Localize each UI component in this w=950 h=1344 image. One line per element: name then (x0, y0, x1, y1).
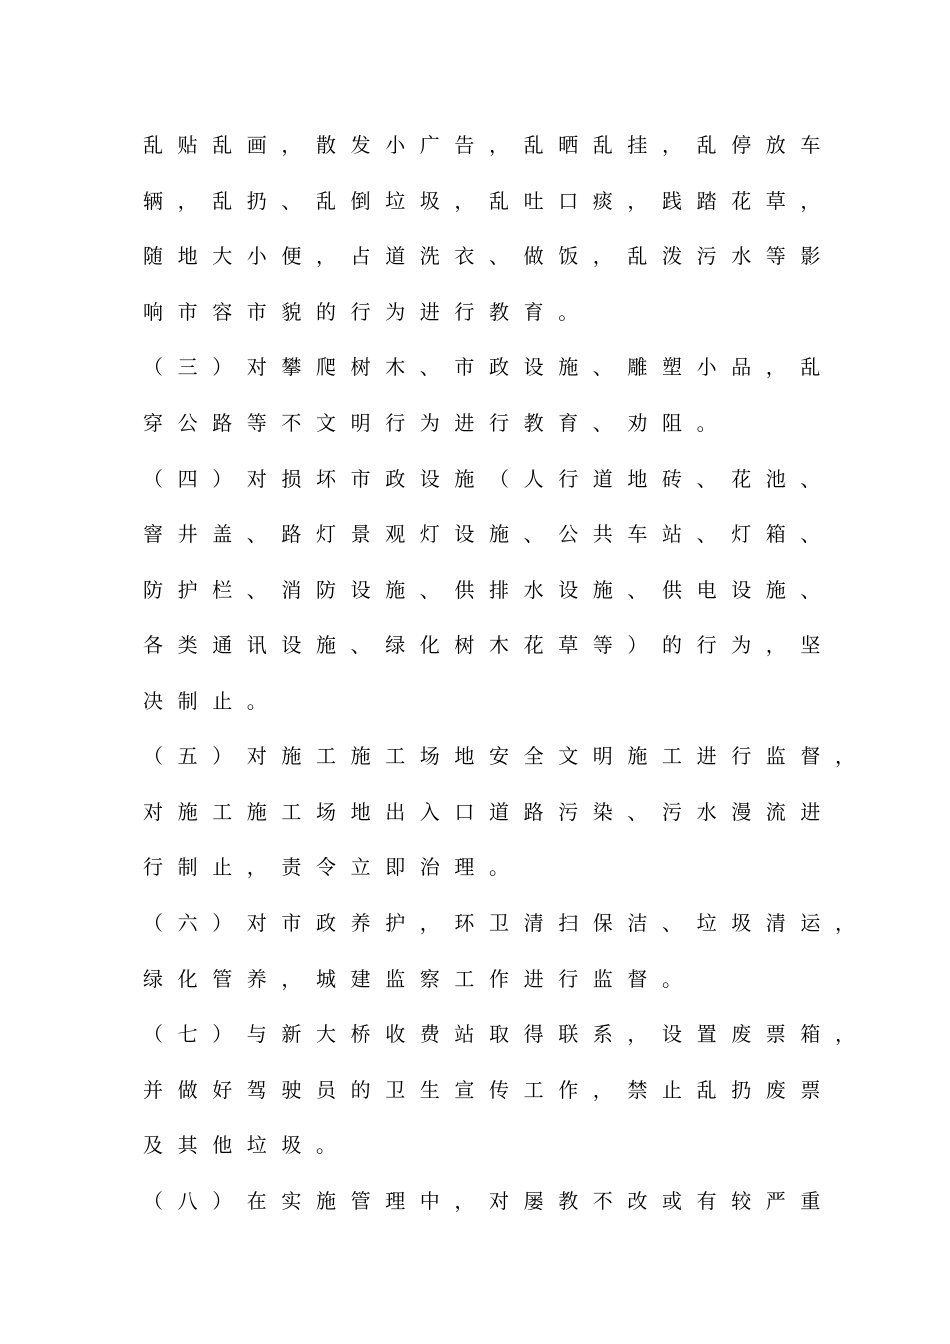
text-line: 随地大小便，占道洗衣、做饭，乱泼污水等影 (143, 244, 835, 268)
text-line: 防护栏、消防设施、供排水设施、供电设施、 (143, 578, 835, 602)
text-line: 绿化管养，城建监察工作进行监督。 (143, 967, 697, 991)
text-line: 及其他垃圾。 (143, 1133, 351, 1157)
text-line: 乱贴乱画，散发小广告，乱晒乱挂，乱停放车 (143, 133, 835, 157)
text-line: 对施工施工场地出入口道路污染、污水漫流进 (143, 800, 835, 824)
text-line: 各类通讯设施、绿化树木花草等）的行为，坚 (143, 633, 835, 657)
text-line: 行制止，责令立即治理。 (143, 855, 524, 879)
text-line: （四）对损坏市政设施（人行道地砖、花池、 (143, 467, 835, 491)
text-line: 响市容市貌的行为进行教育。 (143, 300, 593, 324)
text-line: （三）对攀爬树木、市政设施、雕塑小品，乱 (143, 355, 835, 379)
text-line: 穿公路等不文明行为进行教育、劝阻。 (143, 411, 732, 435)
text-line: （五）对施工施工场地安全文明施工进行监督， (143, 744, 870, 768)
text-line: 辆，乱扔、乱倒垃圾，乱吐口痰，践踏花草， (143, 189, 835, 213)
text-line: （八）在实施管理中，对屡教不改或有较严重 (143, 1189, 835, 1213)
text-line: 决制止。 (143, 689, 282, 713)
text-line: 窨井盖、路灯景观灯设施、公共车站、灯箱、 (143, 522, 835, 546)
text-line: （六）对市政养护，环卫清扫保洁、垃圾清运， (143, 911, 870, 935)
text-line: 并做好驾驶员的卫生宣传工作，禁止乱扔废票 (143, 1078, 835, 1102)
text-line: （七）与新大桥收费站取得联系，设置废票箱， (143, 1022, 870, 1046)
